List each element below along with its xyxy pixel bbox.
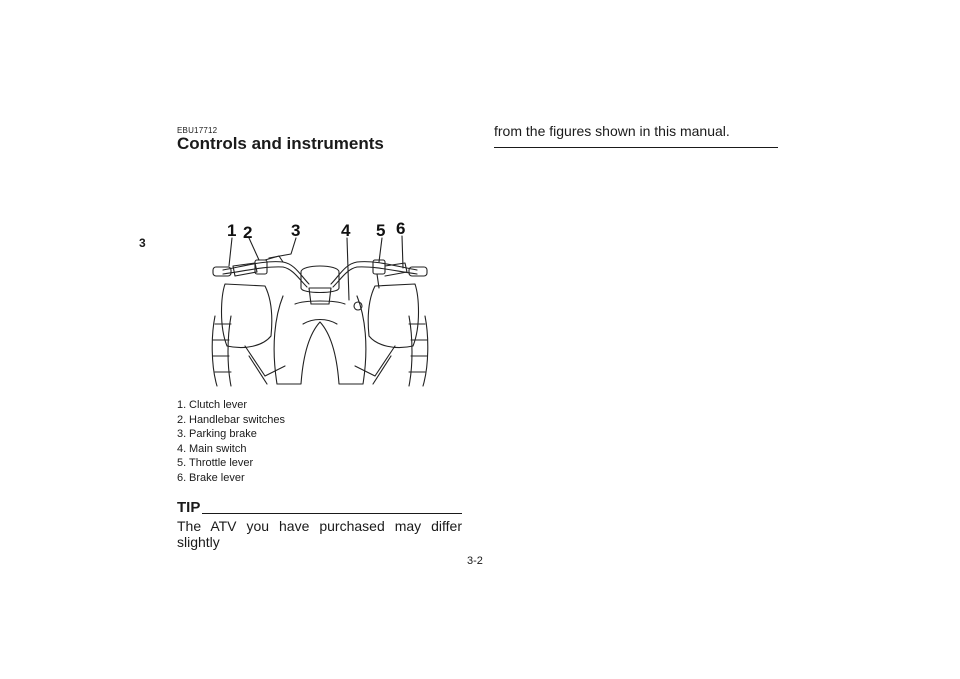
leader-line-5	[379, 238, 382, 262]
callout-1: 1	[227, 221, 237, 240]
legend-item: 4. Main switch	[177, 442, 247, 455]
legend-item: 2. Handlebar switches	[177, 413, 285, 426]
legend-item: 1. Clutch lever	[177, 399, 248, 411]
section-title: Controls and instruments	[177, 134, 384, 153]
right-wheel	[409, 316, 428, 386]
callout-3: 3	[291, 221, 301, 240]
atv-handlebar-figure	[205, 216, 435, 388]
callout-2: 2	[243, 223, 253, 242]
tip-text: The ATV you have purchased may differ slightly	[177, 518, 462, 550]
left-wheel	[212, 316, 231, 386]
legend-item: 5. Throttle lever	[177, 457, 254, 470]
right-grip	[409, 267, 427, 276]
callout-4: 4	[341, 221, 351, 240]
leader-line-3	[269, 238, 296, 258]
legend-item: 6. Brake lever	[177, 471, 245, 484]
left-fender	[222, 284, 272, 348]
tip-end-rule	[494, 147, 778, 148]
front-body	[274, 296, 366, 384]
tip-text-continued: from the figures shown in this manual.	[494, 123, 730, 139]
tip-label: TIP	[177, 499, 201, 516]
callout-5: 5	[376, 221, 386, 240]
leader-line-1	[229, 238, 232, 266]
left-grip	[213, 267, 231, 276]
atv-illustration	[205, 216, 435, 388]
page-number: 3-2	[467, 555, 483, 567]
callout-6: 6	[396, 219, 406, 238]
figure-legend	[177, 398, 285, 486]
right-fender	[368, 284, 418, 348]
section-code: EBU17712	[177, 126, 218, 135]
tip-header	[177, 500, 462, 515]
tip-rule	[202, 513, 462, 514]
chapter-tab: 3	[139, 236, 146, 250]
legend-item: 3. Parking brake	[177, 428, 257, 441]
leader-line-4	[347, 238, 349, 300]
